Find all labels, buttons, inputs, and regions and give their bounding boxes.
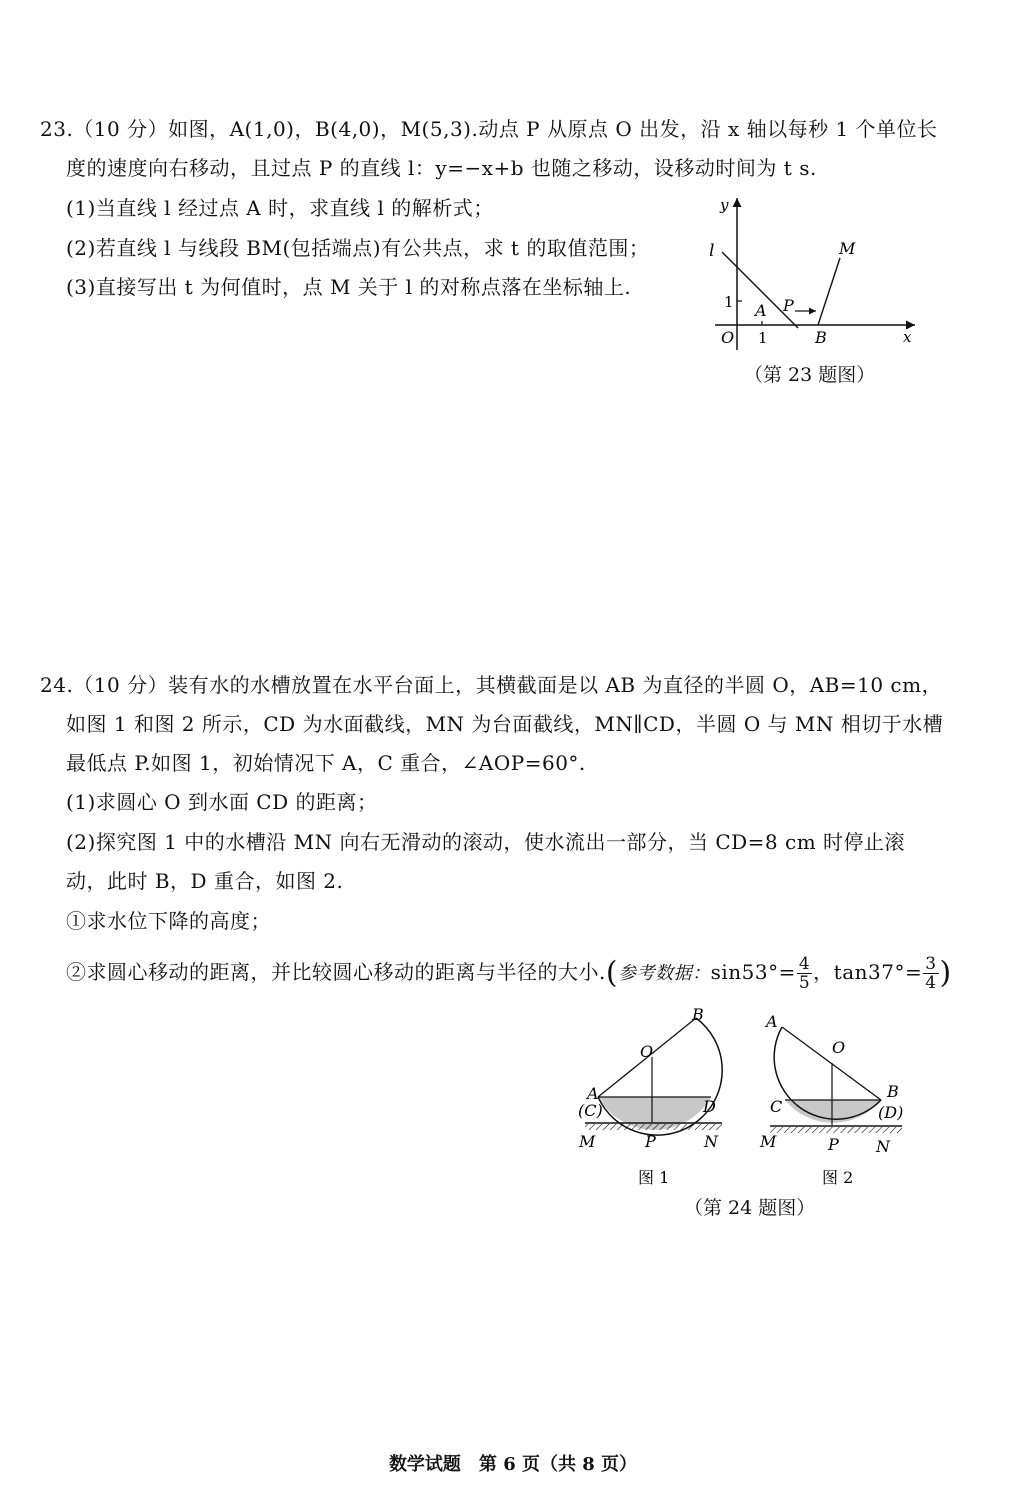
ref-tan-frac: $\frac{3}{4}$ xyxy=(925,954,937,993)
fig1-label-N: N xyxy=(704,1132,718,1151)
q24-caption: （第 24 题图） xyxy=(684,1197,816,1219)
q23-figure xyxy=(700,190,930,355)
fig2-label-B: B xyxy=(887,1082,899,1101)
figure-2 xyxy=(759,1012,903,1187)
fig2-label-M: M xyxy=(760,1132,777,1151)
fig1-table-hatch xyxy=(585,1124,722,1130)
fig2-caption: 图 2 xyxy=(822,1168,854,1187)
fig1-label-B: B xyxy=(692,1005,704,1024)
label-y: y xyxy=(720,196,729,214)
q24-sub2ii: ②求圆心移动的距离，并比较圆心移动的距离与半径的大小. xyxy=(66,960,606,984)
fig1-label-A: A xyxy=(587,1084,599,1103)
q24-line2: 如图 1 和图 2 所示，CD 为水面截线，MN 为台面截线，MN∥CD，半圆 O 与 MN 相切于水槽 xyxy=(66,712,944,736)
fig2-label-A: A xyxy=(766,1012,778,1031)
label-M: M xyxy=(839,239,856,258)
fig2-label-D: (D) xyxy=(878,1103,904,1122)
label-tick-y: 1 xyxy=(724,293,734,311)
fig2-label-O: O xyxy=(832,1038,846,1057)
segment-BM xyxy=(818,258,840,325)
q23-sub1: (1)当直线 l 经过点 A 时，求直线 l 的解析式； xyxy=(66,196,494,220)
ref-sin-frac: $\frac{4}{5}$ xyxy=(798,954,811,993)
q24-line3: 最低点 P.如图 1，初始情况下 A，C 重合，∠AOP=60°. xyxy=(66,751,586,775)
q23-caption: （第 23 题图） xyxy=(744,364,876,386)
label-A: A xyxy=(755,301,767,320)
label-O: O xyxy=(721,328,735,347)
label-x: x xyxy=(903,328,912,346)
q24-sub2b: 动，此时 B，D 重合，如图 2. xyxy=(66,869,344,893)
q24-figures xyxy=(570,1000,920,1190)
fig1-label-M: M xyxy=(579,1132,596,1151)
q23-line2: 度的速度向右移动，且过点 P 的直线 l：y=−x+b 也随之移动，设移动时间为 t s. xyxy=(66,156,817,180)
q24-sub2ii-row: ②求圆心移动的距离，并比较圆心移动的距离与半径的大小.(参考数据：sin53°= $\frac{4}{5}$ ，tan37°= $\frac{3}{4}$ ) xyxy=(66,954,952,993)
fig2-label-P: P xyxy=(828,1135,839,1154)
page-footer: 数学试题 第 6 页（共 8 页） xyxy=(388,1454,638,1475)
q23-line1: 23.（10 分）如图，A(1,0)，B(4,0)，M(5,3).动点 P 从原点 O 出发，沿 x 轴以每秒 1 个单位长 xyxy=(40,117,938,141)
q24-sub1: (1)求圆心 O 到水面 CD 的距离； xyxy=(66,790,378,814)
fig1-label-C: (C) xyxy=(578,1101,603,1120)
ref-sin: sin53°= xyxy=(710,960,796,984)
q24-sub2a: (2)探究图 1 中的水槽沿 MN 向右无滑动的滚动，使水流出一部分，当 CD=8 cm 时停止滚 xyxy=(66,830,906,854)
fig2-label-C: C xyxy=(770,1097,783,1116)
ref-label: 参考数据： xyxy=(618,963,711,984)
fig1-label-D: D xyxy=(703,1097,716,1116)
fig1-label-O: O xyxy=(640,1042,654,1061)
figure-1 xyxy=(578,1005,722,1187)
q24-sub2i: ①求水位下降的高度； xyxy=(66,909,271,933)
fig1-label-P: P xyxy=(645,1132,656,1151)
label-P: P xyxy=(783,296,794,315)
fig2-table-hatch xyxy=(770,1127,902,1133)
q24-line1: 24.（10 分）装有水的水槽放置在水平台面上，其横截面是以 AB 为直径的半圆 O，AB=10 cm， xyxy=(40,673,943,697)
label-tick-x: 1 xyxy=(758,329,768,347)
q23-sub2: (2)若直线 l 与线段 BM(包括端点)有公共点，求 t 的取值范围； xyxy=(66,236,650,260)
label-l: l xyxy=(709,241,715,261)
ref-tan: ，tan37°= xyxy=(813,960,923,984)
label-B: B xyxy=(815,328,827,347)
q23-sub3: (3)直接写出 t 为何值时，点 M 关于 l 的对称点落在坐标轴上. xyxy=(66,275,632,299)
fig1-caption: 图 1 xyxy=(638,1168,670,1187)
fig2-label-N: N xyxy=(876,1137,890,1156)
